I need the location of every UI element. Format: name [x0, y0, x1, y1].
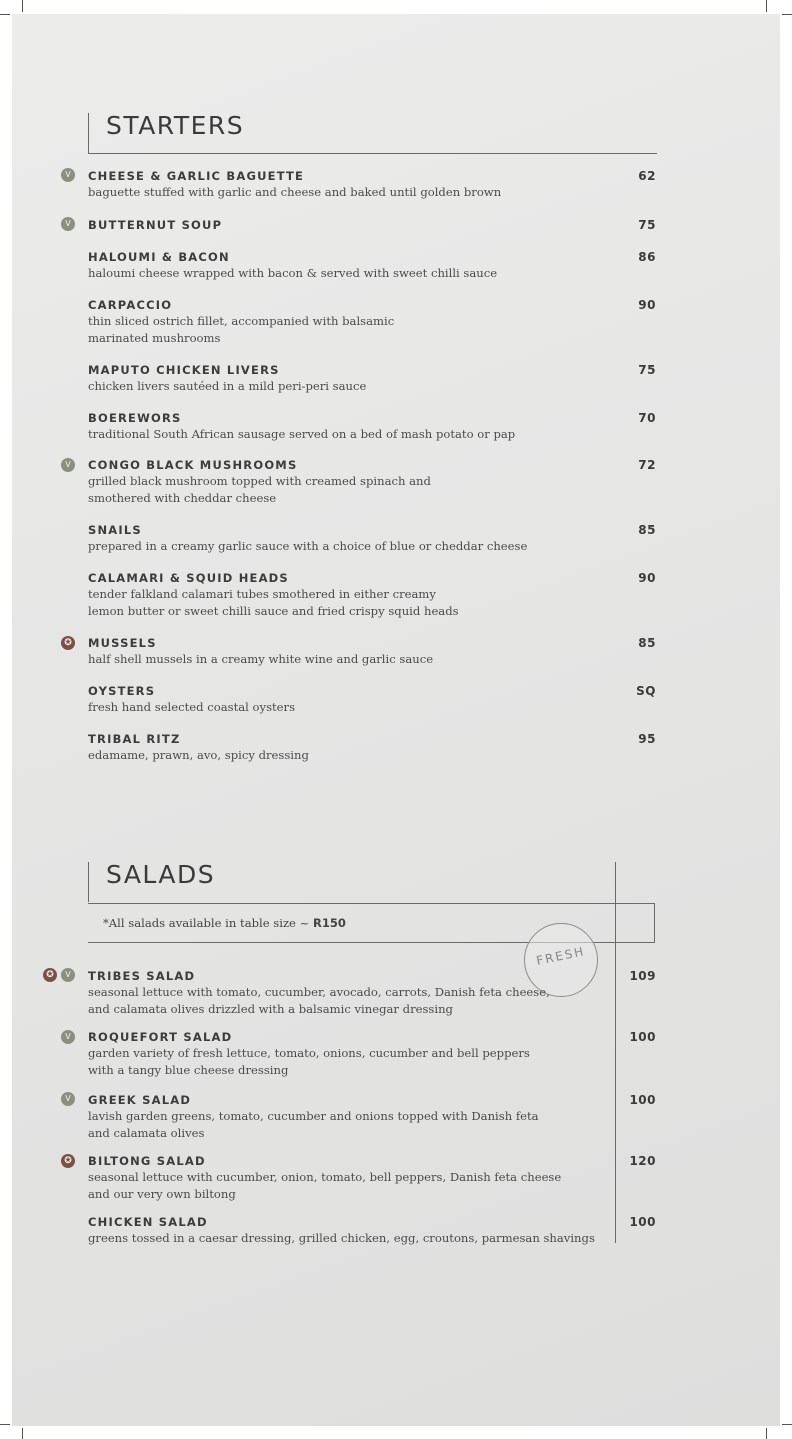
salads-title: SALADS	[106, 860, 216, 889]
menu-item	[88, 362, 658, 395]
item-price: 70	[638, 411, 656, 425]
crop-mark	[766, 1428, 767, 1439]
item-name: MAPUTO CHICKEN LIVERS	[88, 363, 280, 377]
item-price: 75	[638, 363, 656, 377]
crop-mark	[22, 0, 23, 12]
vegetarian-icon: V	[61, 168, 75, 182]
item-name: ROQUEFORT SALAD	[88, 1030, 233, 1044]
vegetarian-icon: V	[61, 1092, 75, 1106]
menu-item	[88, 570, 658, 620]
menu-item	[88, 522, 658, 555]
crop-mark	[22, 1428, 23, 1439]
crop-mark	[0, 1424, 10, 1425]
item-name: HALOUMI & BACON	[88, 250, 230, 264]
item-description: grilled black mushroom topped with creamed spinach and smothered with cheddar cheese	[88, 474, 431, 505]
item-description: edamame, prawn, avo, spicy dressing	[88, 748, 309, 762]
item-price: SQ	[636, 684, 656, 698]
item-price: 109	[629, 969, 656, 983]
vegetarian-icon: V	[61, 217, 75, 231]
item-price: 90	[638, 571, 656, 585]
chef-special-icon: ✪	[61, 636, 75, 650]
chef-special-icon: ✪	[43, 968, 57, 982]
item-description: greens tossed in a caesar dressing, grilled chicken, egg, croutons, parmesan shavings	[88, 1231, 595, 1245]
menu-item	[88, 1092, 658, 1142]
item-name: GREEK SALAD	[88, 1093, 192, 1107]
crop-mark	[766, 0, 767, 12]
item-name: CALAMARI & SQUID HEADS	[88, 571, 289, 585]
item-description: chicken livers sautéed in a mild peri-peri sauce	[88, 379, 367, 393]
item-description: baguette stuffed with garlic and cheese and baked until golden brown	[88, 185, 502, 199]
item-description: seasonal lettuce with tomato, cucumber, avocado, carrots, Danish feta cheese, and calamata olives drizzled with a balsamic vinegar dressing	[88, 985, 550, 1016]
crop-mark	[782, 1424, 792, 1425]
item-name: MUSSELS	[88, 636, 157, 650]
item-price: 100	[629, 1093, 656, 1107]
menu-item	[88, 249, 658, 282]
item-price: 75	[638, 218, 656, 232]
item-description: haloumi cheese wrapped with bacon & served with sweet chilli sauce	[88, 266, 498, 280]
vegetarian-icon: V	[61, 968, 75, 982]
item-description: traditional South African sausage served on a bed of mash potato or pap	[88, 427, 516, 441]
vegetarian-icon: V	[61, 1030, 75, 1044]
menu-item	[88, 168, 658, 201]
item-name: BILTONG SALAD	[88, 1154, 206, 1168]
menu-item	[88, 217, 658, 233]
salads-note-price: R150	[313, 916, 346, 930]
fresh-stamp-text: FRESH	[535, 944, 587, 968]
salads-note-text: *All salads available in table size ~	[103, 916, 314, 930]
item-name: CARPACCIO	[88, 298, 173, 312]
menu-item	[88, 731, 658, 764]
item-description: tender falkland calamari tubes smothered in either creamy lemon butter or sweet chilli sauce and fried crispy squid heads	[88, 587, 459, 618]
item-price: 100	[629, 1030, 656, 1044]
item-price: 120	[629, 1154, 656, 1168]
item-price: 100	[629, 1215, 656, 1229]
menu-item	[88, 410, 658, 443]
item-price: 86	[638, 250, 656, 264]
item-name: TRIBES SALAD	[88, 969, 196, 983]
item-name: SNAILS	[88, 523, 142, 537]
menu-item	[88, 635, 658, 668]
item-name: CHEESE & GARLIC BAGUETTE	[88, 169, 305, 183]
item-description: garden variety of fresh lettuce, tomato, onions, cucumber and bell peppers with a tangy blue cheese dressing	[88, 1046, 530, 1077]
item-description: prepared in a creamy garlic sauce with a choice of blue or cheddar cheese	[88, 539, 528, 553]
menu-item	[88, 1153, 658, 1203]
item-name: BUTTERNUT SOUP	[88, 218, 223, 232]
menu-item	[88, 457, 658, 507]
item-description: half shell mussels in a creamy white wine and garlic sauce	[88, 652, 434, 666]
menu-item	[88, 1214, 658, 1247]
menu-item	[88, 297, 658, 347]
salads-note	[103, 916, 346, 930]
item-price: 95	[638, 732, 656, 746]
salads-heading-bracket	[88, 862, 89, 902]
menu-item	[88, 1029, 658, 1079]
crop-mark	[0, 14, 10, 15]
vegetarian-icon: V	[61, 458, 75, 472]
item-name: OYSTERS	[88, 684, 156, 698]
item-price: 85	[638, 636, 656, 650]
item-name: CHICKEN SALAD	[88, 1215, 208, 1229]
item-description: fresh hand selected coastal oysters	[88, 700, 296, 714]
menu-item	[88, 968, 658, 1018]
item-description: seasonal lettuce with cucumber, onion, tomato, bell peppers, Danish feta cheese and our very own biltong	[88, 1170, 562, 1201]
item-description: thin sliced ostrich fillet, accompanied with balsamic marinated mushrooms	[88, 314, 395, 345]
item-price: 72	[638, 458, 656, 472]
item-price: 90	[638, 298, 656, 312]
chef-special-icon: ✪	[61, 1154, 75, 1168]
item-price: 62	[638, 169, 656, 183]
item-name: BOEREWORS	[88, 411, 182, 425]
item-name: TRIBAL RITZ	[88, 732, 181, 746]
starters-title: STARTERS	[106, 111, 245, 140]
item-name: CONGO BLACK MUSHROOMS	[88, 458, 298, 472]
item-price: 85	[638, 523, 656, 537]
crop-mark	[782, 14, 792, 15]
item-description: lavish garden greens, tomato, cucumber and onions topped with Danish feta and calamata olives	[88, 1109, 539, 1140]
menu-item	[88, 683, 658, 716]
